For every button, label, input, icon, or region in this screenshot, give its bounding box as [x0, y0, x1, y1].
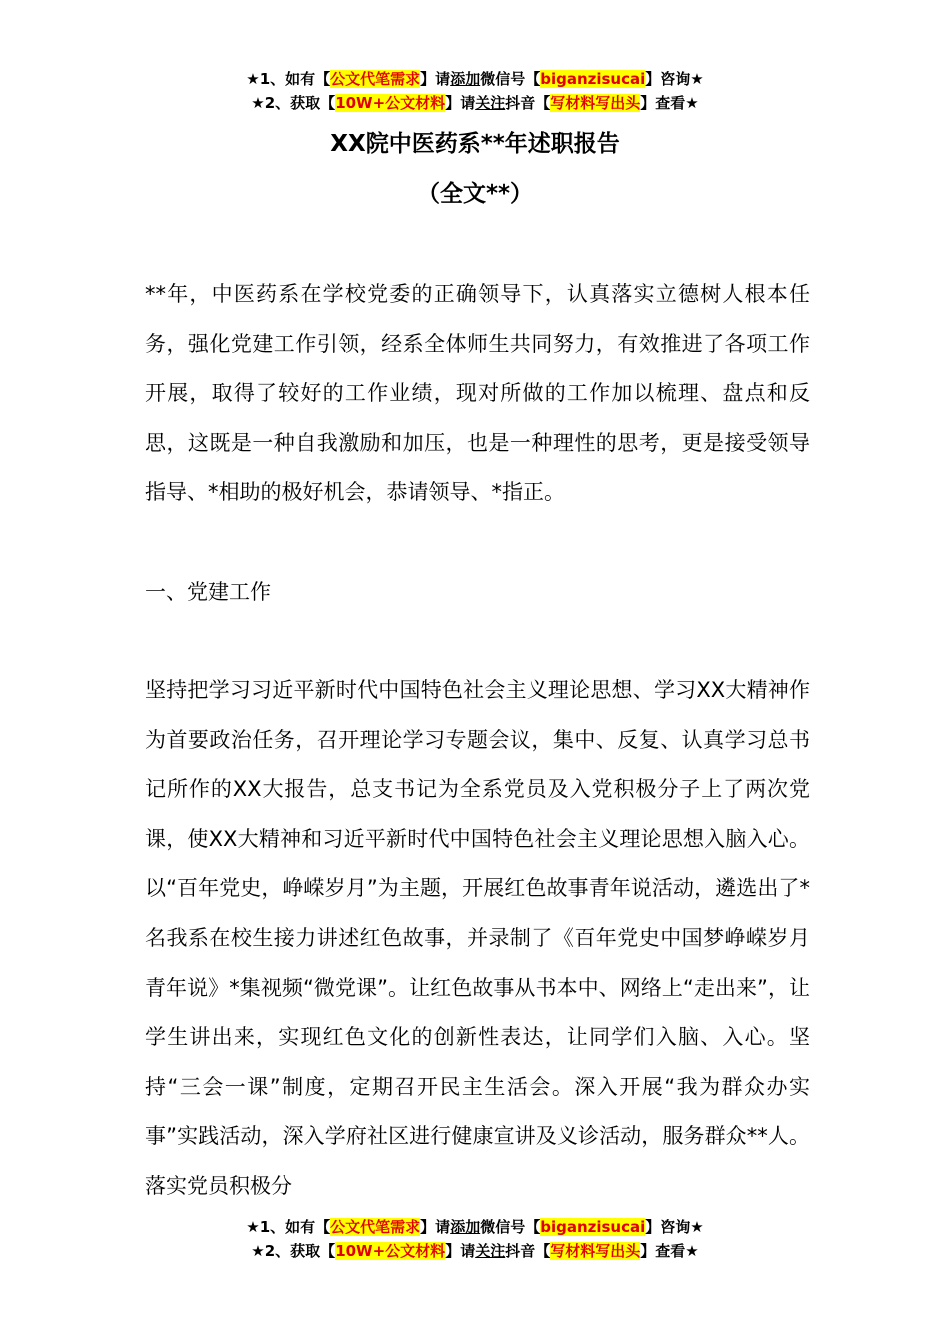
banner-highlight: 10W+公文材料 [335, 94, 446, 112]
banner-text: 】查看★ [640, 1242, 699, 1260]
banner-underline: 添加 [450, 1218, 481, 1236]
banner-text: 】咨询★ [645, 1218, 704, 1236]
banner-text: ★1、如有【 [246, 70, 331, 88]
banner-text: 抖音【 [505, 94, 551, 112]
top-banner [0, 67, 950, 115]
intro-paragraph: **年，中医药系在学校党委的正确领导下，认真落实立德树人根本任务，强化党建工作引领，经系全体师生共同努力，有效推进了各项工作开展，取得了较好的工作业绩，现对所做的工作加以梳理、盘点和反思，这既是一种自我激励和加压，也是一种理性的思考，更是接受领导指导、*相助的极好机会，恭请领导、*指正。 [145, 282, 810, 505]
banner-text: 】请 [420, 1218, 451, 1236]
banner-underline: 关注 [475, 94, 506, 112]
banner-line-2 [0, 1239, 950, 1263]
banner-line-1 [0, 67, 950, 91]
banner-text: 】查看★ [640, 94, 699, 112]
section-paragraph: 坚持把学习习近平新时代中国特色社会主义理论思想、学习XX大精神作为首要政治任务，召开理论学习专题会议，集中、反复、认真学习总书记所作的XX大报告，总支书记为全系党员及入党积极分子上了两次党课，使XX大精神和习近平新时代中国特色社会主义理论思想入脑入心。以“百年党史，峥嵘岁月”为主题，开展红色故事青年说活动，遴选出了*名我系在校生接力讲述红色故事，并录制了《百年党史中国梦峥嵘岁月青年说》*集视频“微党课”。让红色故事从书本中、网络上“走出来”，让学生讲出来，实现红色文化的创新性表达，让同学们入脑、入心。坚持“三会一课”制度，定期召开民主生活会。深入开展“我为群众办实事”实践活动，深入学府社区进行健康宣讲及义诊活动，服务群众**人。落实党员积极分 [145, 678, 810, 1198]
banner-text: 】请 [445, 1242, 476, 1260]
banner-highlight: 公文代笔需求 [330, 70, 421, 88]
banner-line-1 [0, 1215, 950, 1239]
banner-text: 微信号【 [480, 70, 541, 88]
banner-text: ★2、获取【 [251, 94, 336, 112]
banner-text: ★2、获取【 [251, 1242, 336, 1260]
banner-text: 】请 [420, 70, 451, 88]
banner-text: 】请 [445, 94, 476, 112]
banner-highlight: biganzisucai [540, 1218, 646, 1236]
banner-highlight: 公文代笔需求 [330, 1218, 421, 1236]
bottom-banner [0, 1215, 950, 1263]
section-heading: 一、党建工作 [145, 580, 271, 604]
document-subtitle: （全文**） [416, 181, 534, 207]
banner-text: 抖音【 [505, 1242, 551, 1260]
banner-highlight: biganzisucai [540, 70, 646, 88]
banner-text: ★1、如有【 [246, 1218, 331, 1236]
banner-line-2 [0, 91, 950, 115]
banner-underline: 关注 [475, 1242, 506, 1260]
banner-text: 】咨询★ [645, 70, 704, 88]
banner-highlight: 10W+公文材料 [335, 1242, 446, 1260]
banner-highlight: 写材料写出头 [550, 1242, 641, 1260]
document-title: XX院中医药系**年述职报告 [330, 131, 620, 157]
banner-text: 微信号【 [480, 1218, 541, 1236]
banner-underline: 添加 [450, 70, 481, 88]
banner-highlight: 写材料写出头 [550, 94, 641, 112]
